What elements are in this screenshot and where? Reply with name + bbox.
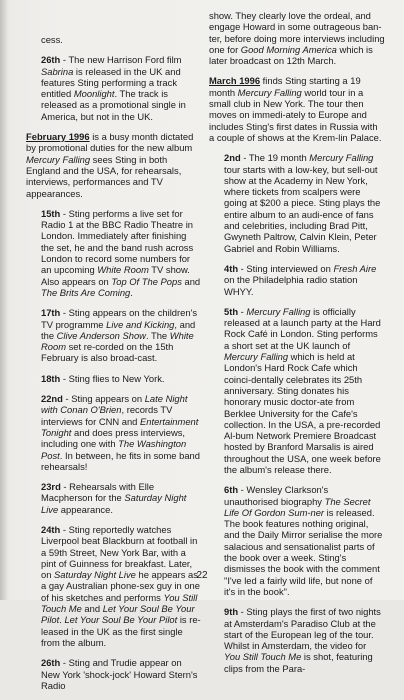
entry-4th: 4th - Sting interviewed on Fresh Aire on the Philadelphia radio station WHYY. [224,262,377,297]
entry-date: 23rd [41,481,61,493]
entry-26th-stern: 26th - Sting and Trudie appear on New York 'shock-jock' Howard Stern's Radio [41,657,198,691]
entry-date: 18th [41,372,61,384]
entry-date: 15th [41,207,61,219]
entry-24th: 24th - Sting reportedly watches Liverpool beat Blackburn at football in a 59th Street, New York Bar, with a pint of Guinness for breakfast. Later, on Saturday Night Live he appears as a gay Australian phone-sex guy in one of his sketches and performs You Still Touch Me and Let Your Soul Be Your Pilot. Let Your Soul Be Your Pilot is re-leased in the UK as the first single from the album. [41,523,201,648]
entry-date: 2nd [224,152,241,164]
entry-6th: 6th - Wensley Clarkson's unauthorised biography The Secret Life Of Gordon Sum-ner is released. The book features nothing original, and the Daily Mirror serialise the more salacious and sensationalist parts of the book over a week. Sting's dismisses the book with the comment "I've led a fairly wild life, but none of it's in the book". [224,484,383,597]
entry-date: 22nd [41,393,63,405]
entry-date: 26th [41,657,61,669]
paragraph-continued-show: show. They clearly love the ordeal, and engage Howard in some outrageous ban-ter, before doing more interviews including one for Good Morning America which is later broadcast on 12th March. [209,10,385,67]
entry-23rd: 23rd - Rehearsals with Elle Macpherson for the Saturday Night Live appearance. [41,481,187,515]
page-number: 22 [196,570,208,581]
page-gutter-shadow [0,0,8,600]
month-heading: March 1996 [209,75,261,87]
entry-date: 6th [224,484,239,496]
entry-date: 9th [224,606,239,618]
month-intro-february: February 1996 is a busy month dictated by promotional duties for the new album Mercury Falling sees Sting in both England and the USA, for rehearsals, interviews, performances and TV appearances. [26,131,194,199]
entry-2nd: 2nd - The 19 month Mercury Falling tour starts with a low-key, but sell-out show at the Academy in New York, where tickets from scalpers were going at $200 a piece. Sting plays the entire album to an audi-ence of fans and celebrities, including Brad Pitt, Gwyneth Paltrow, Calvin Klein, Peter Gabriel and Robin Williams. [224,152,381,254]
entry-22nd: 22nd - Sting appears on Late Night with Conan O'Brien, records TV interviews for CNN and Entertainment Tonight and does press interviews, including one with The Washington Post. In between, he fits in some band rehearsals! [41,393,200,472]
entry-5th: 5th - Mercury Falling is officially released at a launch party at the Hard Rock Café in London. Sting performs a short set at the UK launch of Mercury Falling which is held at London's Hard Rock Cafe which coinci-dentally celebrates its 25th anniversary. Sting donates his honorary music doctor-ate from Berklee University for the Cafe's collection. In the USA, a pre-recorded Al-bum Network Premiere Broadcast hosted by Branford Marsalis is aired throughout the USA, one week before the album's release there. [224,305,381,475]
entry-date: 17th [41,307,61,319]
month-intro-march: March 1996 finds Sting starting a 19 month Mercury Falling world tour in a small club in New York. The tour then moves on immedi-ately to Europe and includes Sting's first dates in Russia with a couple of shows at the Krem-lin Palace. [209,75,382,143]
entry-26th-sabrina: 26th - The new Harrison Ford film Sabrina is released in the UK and features Sting performing a track entitled Moonlight. The track is released as a promotional single in America, but not in the UK. [41,54,186,122]
entry-15th: 15th - Sting performs a live set for Radio 1 at the BBC Radio Theatre in London. Immediately after finishing the set, he and the band rush across London to record some numbers for an upcoming White Room TV show. Also appears on Top Of The Pops and The Brits Are Coming. [41,207,201,298]
right-column [209,10,385,683]
entry-17th: 17th - Sting appears on the children's TV programme Live and Kicking, and the Clive Anderson Show. The White Room set re-corded on the 15th February is also broad-cast. [41,307,198,364]
entry-18th: 18th - Sting flies to New York. [41,372,165,384]
month-heading: February 1996 [26,131,90,143]
left-column [26,34,202,700]
entry-date: 5th [224,305,239,317]
paragraph-cess: cess. [41,34,63,45]
entry-date: 24th [41,523,61,535]
entry-9th: 9th - Sting plays the first of two nights at Amsterdam's Paradiso Club at the start of the European leg of the tour. Whilst in Amsterdam, the video for You Still Touch Me is shot, featuring clips from the Para- [224,606,381,674]
entry-date: 26th [41,54,61,66]
entry-date: 4th [224,262,239,274]
